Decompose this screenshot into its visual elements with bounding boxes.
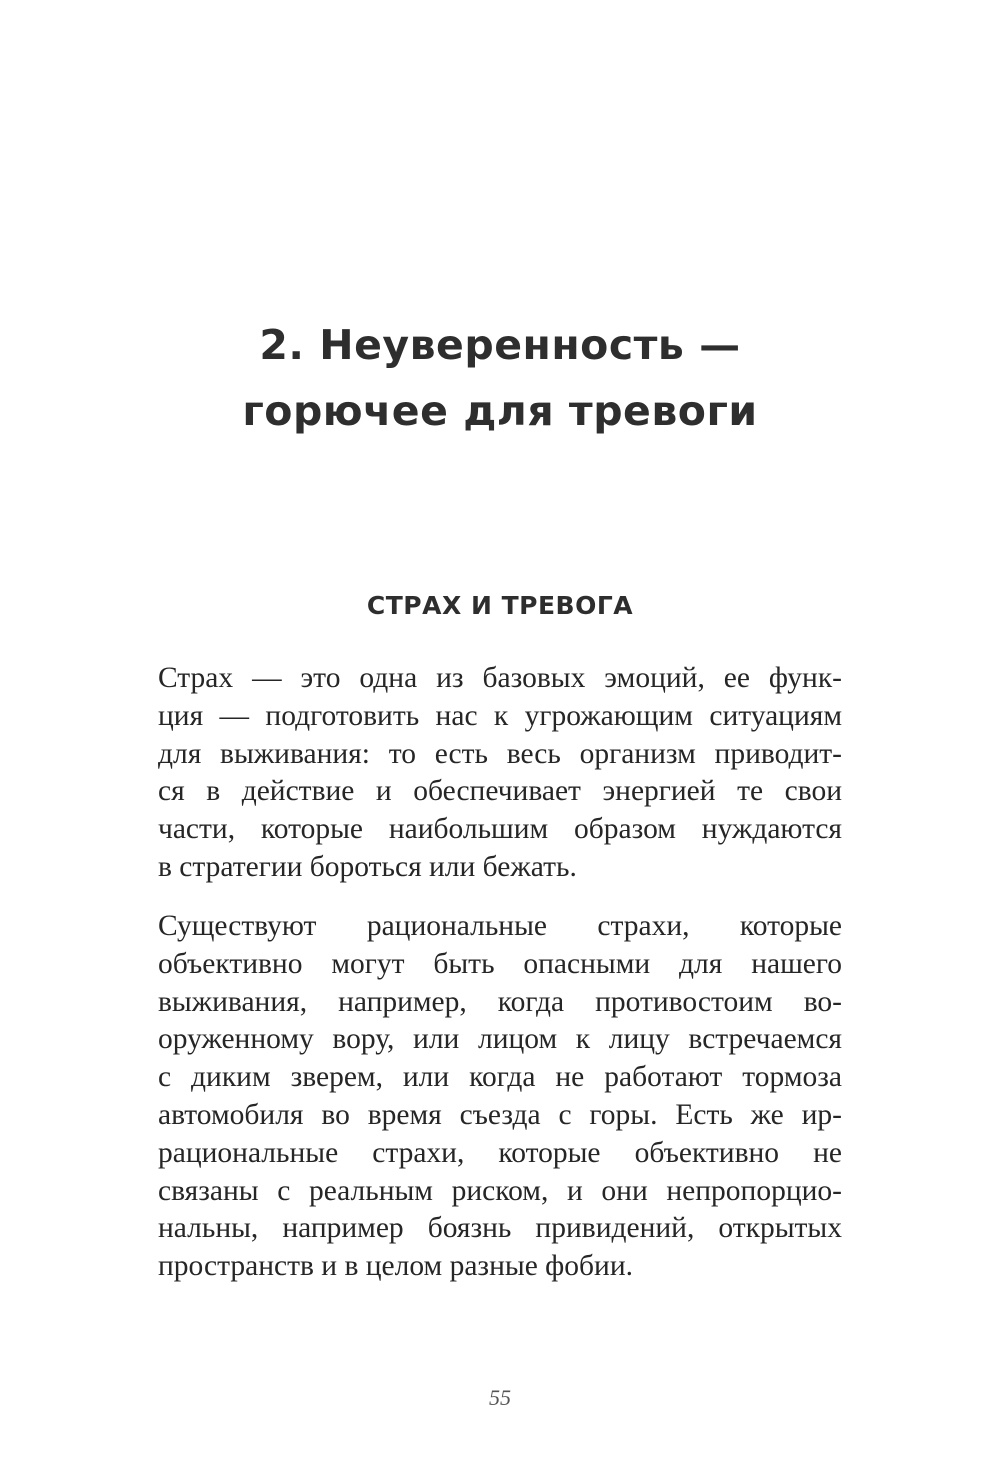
paragraph-line: ся в действие и обеспечивает энергией те свои	[158, 775, 842, 808]
paragraph-line: с диким зверем, или когда не работают тормоза	[158, 1061, 842, 1094]
paragraph-line: объективно могут быть опасными для нашего	[158, 947, 842, 980]
paragraph-line: связаны с реальным риском, и они непропорцио-	[158, 1174, 842, 1207]
page-number: 55	[489, 1385, 511, 1410]
paragraph-line: рациональные страхи, которые объективно не	[158, 1136, 842, 1169]
paragraph-line: нальны, например боязнь привидений, открытых	[158, 1212, 842, 1245]
paragraph-line: для выживания: то есть весь организм приводит-	[158, 737, 842, 770]
paragraph-line: выживания, например, когда противостоим во-	[158, 985, 842, 1018]
section-title: СТРАХ И ТРЕВОГА	[366, 591, 634, 620]
chapter-title-line-2: горючее для тревоги	[242, 387, 758, 435]
chapter-title	[0, 312, 1000, 444]
paragraph-line: ция — подготовить нас к угрожающим ситуациям	[158, 699, 842, 732]
paragraph-line: части, которые наибольшим образом нуждаются	[158, 813, 842, 846]
paragraph-2	[158, 908, 842, 1286]
paragraph-line: автомобиля во время съезда с горы. Есть же ир-	[158, 1098, 842, 1131]
paragraph-line: в стратегии бороться или бежать.	[158, 850, 577, 883]
paragraph-line: пространств и в целом разные фобии.	[158, 1250, 633, 1283]
paragraph-1	[158, 660, 842, 887]
chapter-title-line-1: 2. Неуверенность —	[259, 321, 741, 369]
paragraph-line: Существуют рациональные страхи, которые	[158, 910, 842, 942]
paragraph-line: оруженному вору, или лицом к лицу встречаемся	[158, 1023, 842, 1056]
paragraph-line: Страх — это одна из базовых эмоций, ее функ-	[158, 662, 842, 694]
